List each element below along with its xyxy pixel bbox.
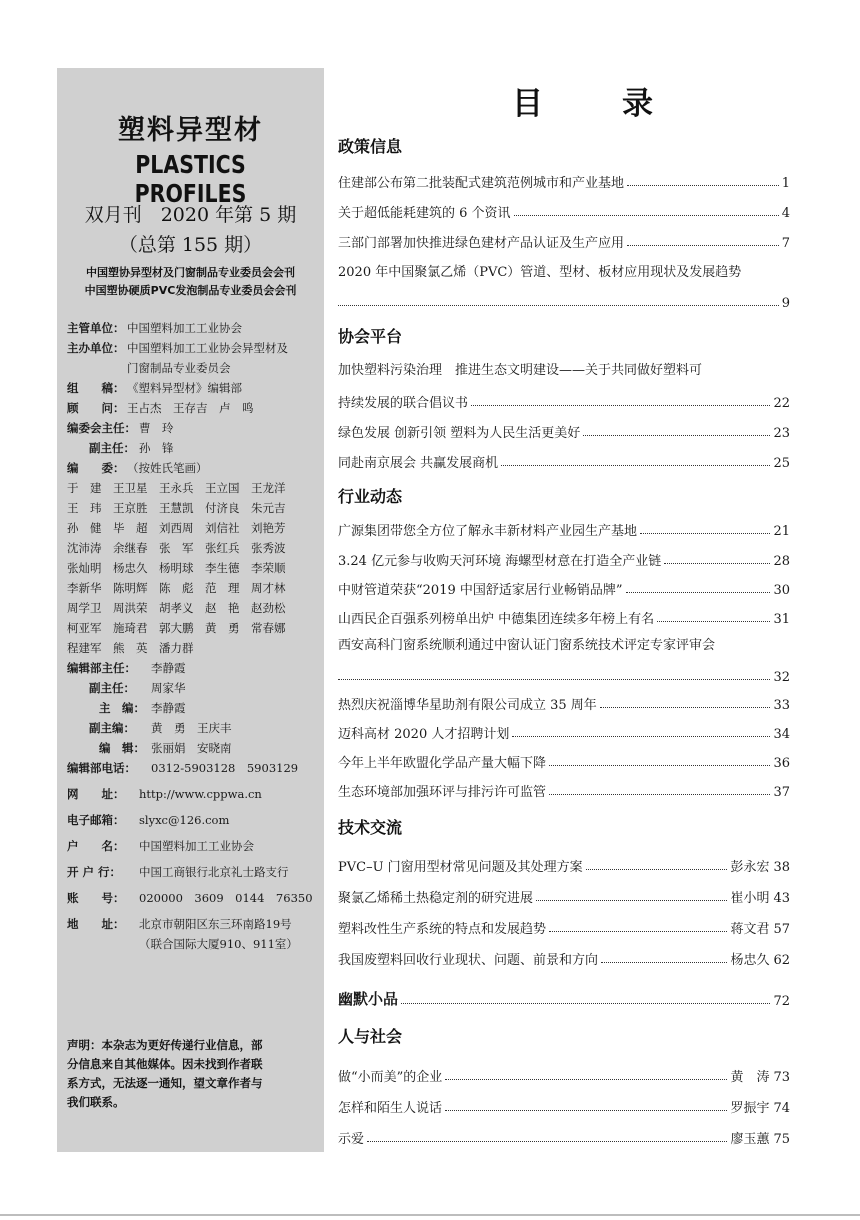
section-heading: 行业动态: [338, 487, 403, 506]
issue-info: 双月刊 2020 年第 5 期: [84, 204, 297, 226]
section-heading: 政策信息: [338, 137, 403, 156]
editor-row: 副主任： 周家华: [89, 681, 186, 695]
toc-entry[interactable]: 怎样和陌生人说话 罗振宇 74: [338, 1101, 790, 1116]
toc-entry[interactable]: 聚氯乙烯稀土热稳定剂的研究进展 崔小明 43: [338, 891, 790, 906]
member-row: 沈沛涛 余继春 张 军 张红兵 张秀波: [67, 541, 286, 555]
member-row: 张灿明 杨忠久 杨明球 李生德 李荣顺: [67, 561, 286, 575]
contact-row: 地 址： 北京市朝阳区东三环南路19号: [67, 917, 292, 931]
disclaimer: 声明：本杂志为更好传递行业信息，部 分信息来自其他媒体。因未找到作者联 系方式，无法逐一通知，望文章作者与 我们联系。: [67, 1038, 263, 1109]
contact-row: 编辑部电话： 0312-5903128 5903129: [67, 761, 299, 775]
contact-row: 网 址： http://www.cppwa.cn: [67, 787, 262, 801]
section-heading: 技术交流: [338, 818, 403, 837]
info-row: 副主任： 孙 锋: [89, 441, 174, 455]
member-row: 李新华 陈明辉 陈 彪 范 理 周才林: [67, 581, 286, 595]
editor-row: 编 辑： 张丽娟 安晓南: [99, 741, 232, 755]
total-issue: （总第 155 期）: [118, 234, 263, 256]
info-row: 编委会主任： 曹 玲: [67, 421, 174, 435]
masthead-info: [67, 318, 319, 954]
info-row: 主办单位： 中国塑料加工工业协会异型材及: [67, 341, 288, 355]
member-row: 柯亚军 施琦君 郭大鹏 黄 勇 常春娜: [67, 621, 286, 635]
magazine-title-en: PLASTICS PROFILES: [134, 150, 247, 208]
toc-entry[interactable]: 迈科高材 2020 人才招聘计划 34: [338, 727, 790, 742]
toc-entry-title[interactable]: 加快塑料污染治理 推进生态文明建设——关于共同做好塑料可: [338, 363, 703, 378]
member-row: 孙 健 毕 超 刘西周 刘信社 刘艳芳: [67, 521, 286, 535]
toc-entry[interactable]: 我国废塑料回收行业现状、问题、前景和方向 杨忠久 62: [338, 953, 790, 968]
info-row: 主管单位： 中国塑料加工工业协会: [67, 321, 242, 335]
masthead-panel: [57, 68, 324, 1152]
toc-entry[interactable]: 中财管道荣获“2019 中国舒适家居行业畅销品牌” 30: [338, 583, 790, 598]
editor-row: 副主编： 黄 勇 王庆丰: [89, 721, 232, 735]
toc-entry[interactable]: 今年上半年欧盟化学品产量大幅下降 36: [338, 756, 790, 771]
contact-row: 电子邮箱： slyxc@126.com: [67, 813, 230, 827]
member-row: 于 建 王卫星 王永兵 王立国 王龙洋: [67, 481, 286, 495]
editor-row: 编辑部主任： 李静霞: [67, 661, 186, 675]
toc-entry-title[interactable]: 西安高科门窗系统顺利通过中窗认证门窗系统技术评定专家评审会: [338, 638, 716, 653]
toc-entry[interactable]: 做“小而美”的企业 黄 涛 73: [338, 1070, 790, 1085]
info-row: 组 稿： 《塑料异型材》编辑部: [67, 381, 242, 395]
contact-row: 开 户 行： 中国工商银行北京礼士路支行: [67, 865, 289, 879]
toc-entry[interactable]: 同赴南京展会 共赢发展商机 25: [338, 456, 790, 471]
info-row: 编 委： （按姓氏笔画）: [67, 461, 208, 475]
contact-row: （联合国际大厦910、911室）: [139, 937, 298, 951]
toc-entry-title[interactable]: 2020 年中国聚氯乙烯（PVC）管道、型材、板材应用现状及发展趋势: [338, 265, 742, 280]
info-row: 顾 问： 王占杰 王存吉 卢 鸣: [67, 401, 254, 415]
contact-row: 户 名： 中国塑料加工工业协会: [67, 839, 254, 853]
organizer-line: 中国塑协异型材及门窗制品专业委员会会刊: [86, 266, 295, 279]
toc-entry[interactable]: 住建部公布第二批装配式建筑范例城市和产业基地 1: [338, 176, 790, 191]
toc-entry[interactable]: 山西民企百强系列榜单出炉 中德集团连续多年榜上有名 31: [338, 612, 790, 627]
toc-entry[interactable]: 三部门部署加快推进绿色建材产品认证及生产应用 7: [338, 236, 790, 251]
toc-entry[interactable]: 绿色发展 创新引领 塑料为人民生活更美好 23: [338, 426, 790, 441]
toc-entry[interactable]: 幽默小品 72: [338, 990, 790, 1009]
toc-entry[interactable]: 示爱 廖玉蕙 75: [338, 1132, 790, 1147]
toc-entry[interactable]: 32: [338, 663, 790, 685]
toc-entry[interactable]: 持续发展的联合倡议书 22: [338, 396, 790, 411]
toc-entry[interactable]: 塑料改性生产系统的特点和发展趋势 蒋文君 57: [338, 922, 790, 937]
member-row: 程建军 熊 英 潘力群: [67, 641, 194, 655]
toc-entry[interactable]: 热烈庆祝淄博华星助剂有限公司成立 35 周年 33: [338, 698, 790, 713]
toc-entry[interactable]: 9: [338, 289, 790, 311]
magazine-title: 塑料异型材: [118, 115, 263, 146]
toc-entry[interactable]: 生态环境部加强环评与排污许可监管 37: [338, 785, 790, 800]
member-row: 王 玮 王京胜 王慧凯 付济良 朱元吉: [67, 501, 286, 515]
member-row: 周学卫 周洪荣 胡孝义 赵 艳 赵劲松: [67, 601, 286, 615]
toc-entry[interactable]: PVC–U 门窗用型材常见问题及其处理方案 彭永宏 38: [338, 860, 790, 875]
contact-row: 账 号： 020000 3609 0144 76350: [67, 891, 313, 905]
info-row: 门窗制品专业委员会: [127, 361, 231, 375]
toc-entry[interactable]: 关于超低能耗建筑的 6 个资讯 4: [338, 206, 790, 221]
toc-title: 目 录: [512, 86, 677, 122]
editor-row: 主 编： 李静霞: [99, 701, 186, 715]
section-heading: 人与社会: [338, 1027, 403, 1046]
toc-entry[interactable]: 广源集团带您全方位了解永丰新材料产业园生产基地 21: [338, 524, 790, 539]
page-edge: [0, 1214, 860, 1216]
section-heading: 协会平台: [338, 327, 403, 346]
organizer-line: 中国塑协硬质PVC发泡制品专业委员会会刊: [84, 284, 297, 297]
toc-entry[interactable]: 3.24 亿元参与收购天河环境 海螺型材意在打造全产业链 28: [338, 554, 790, 569]
